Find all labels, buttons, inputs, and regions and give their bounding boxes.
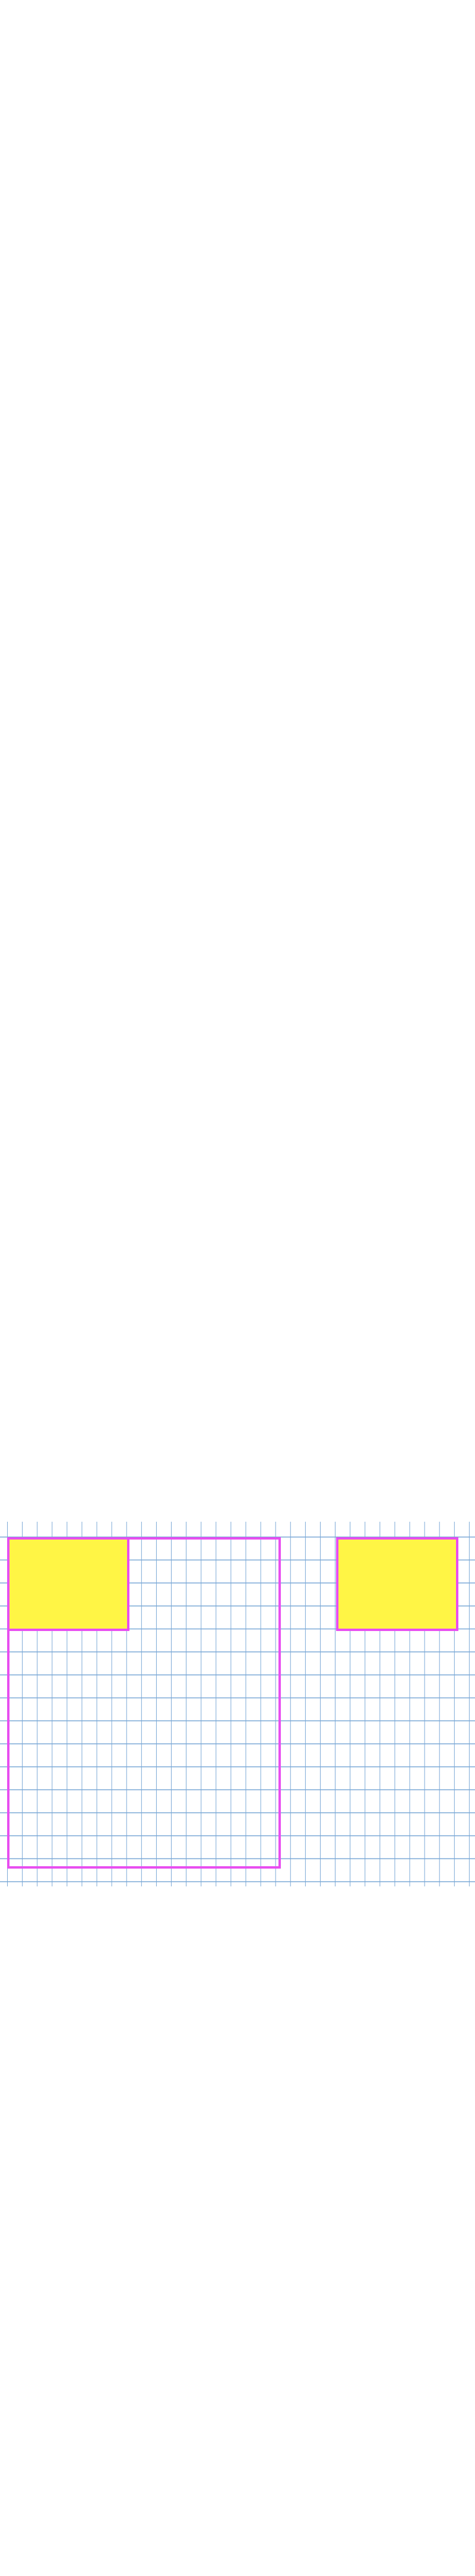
list-item [0,62,31,85]
equation-line [0,161,10,176]
solution-line [0,446,10,462]
table-row [0,1010,10,1025]
list-item [0,40,31,62]
task-1-list [0,40,31,85]
small-square-right [336,1537,458,1631]
equation-line [0,208,10,223]
equation-line [0,255,10,270]
solution-line [0,352,10,368]
squared-paper-figure [0,1522,475,1886]
task-8-part-1-lines [0,1891,10,2110]
solution-line [0,399,10,415]
equation-line [0,302,10,317]
small-square-inside [7,1537,129,1631]
